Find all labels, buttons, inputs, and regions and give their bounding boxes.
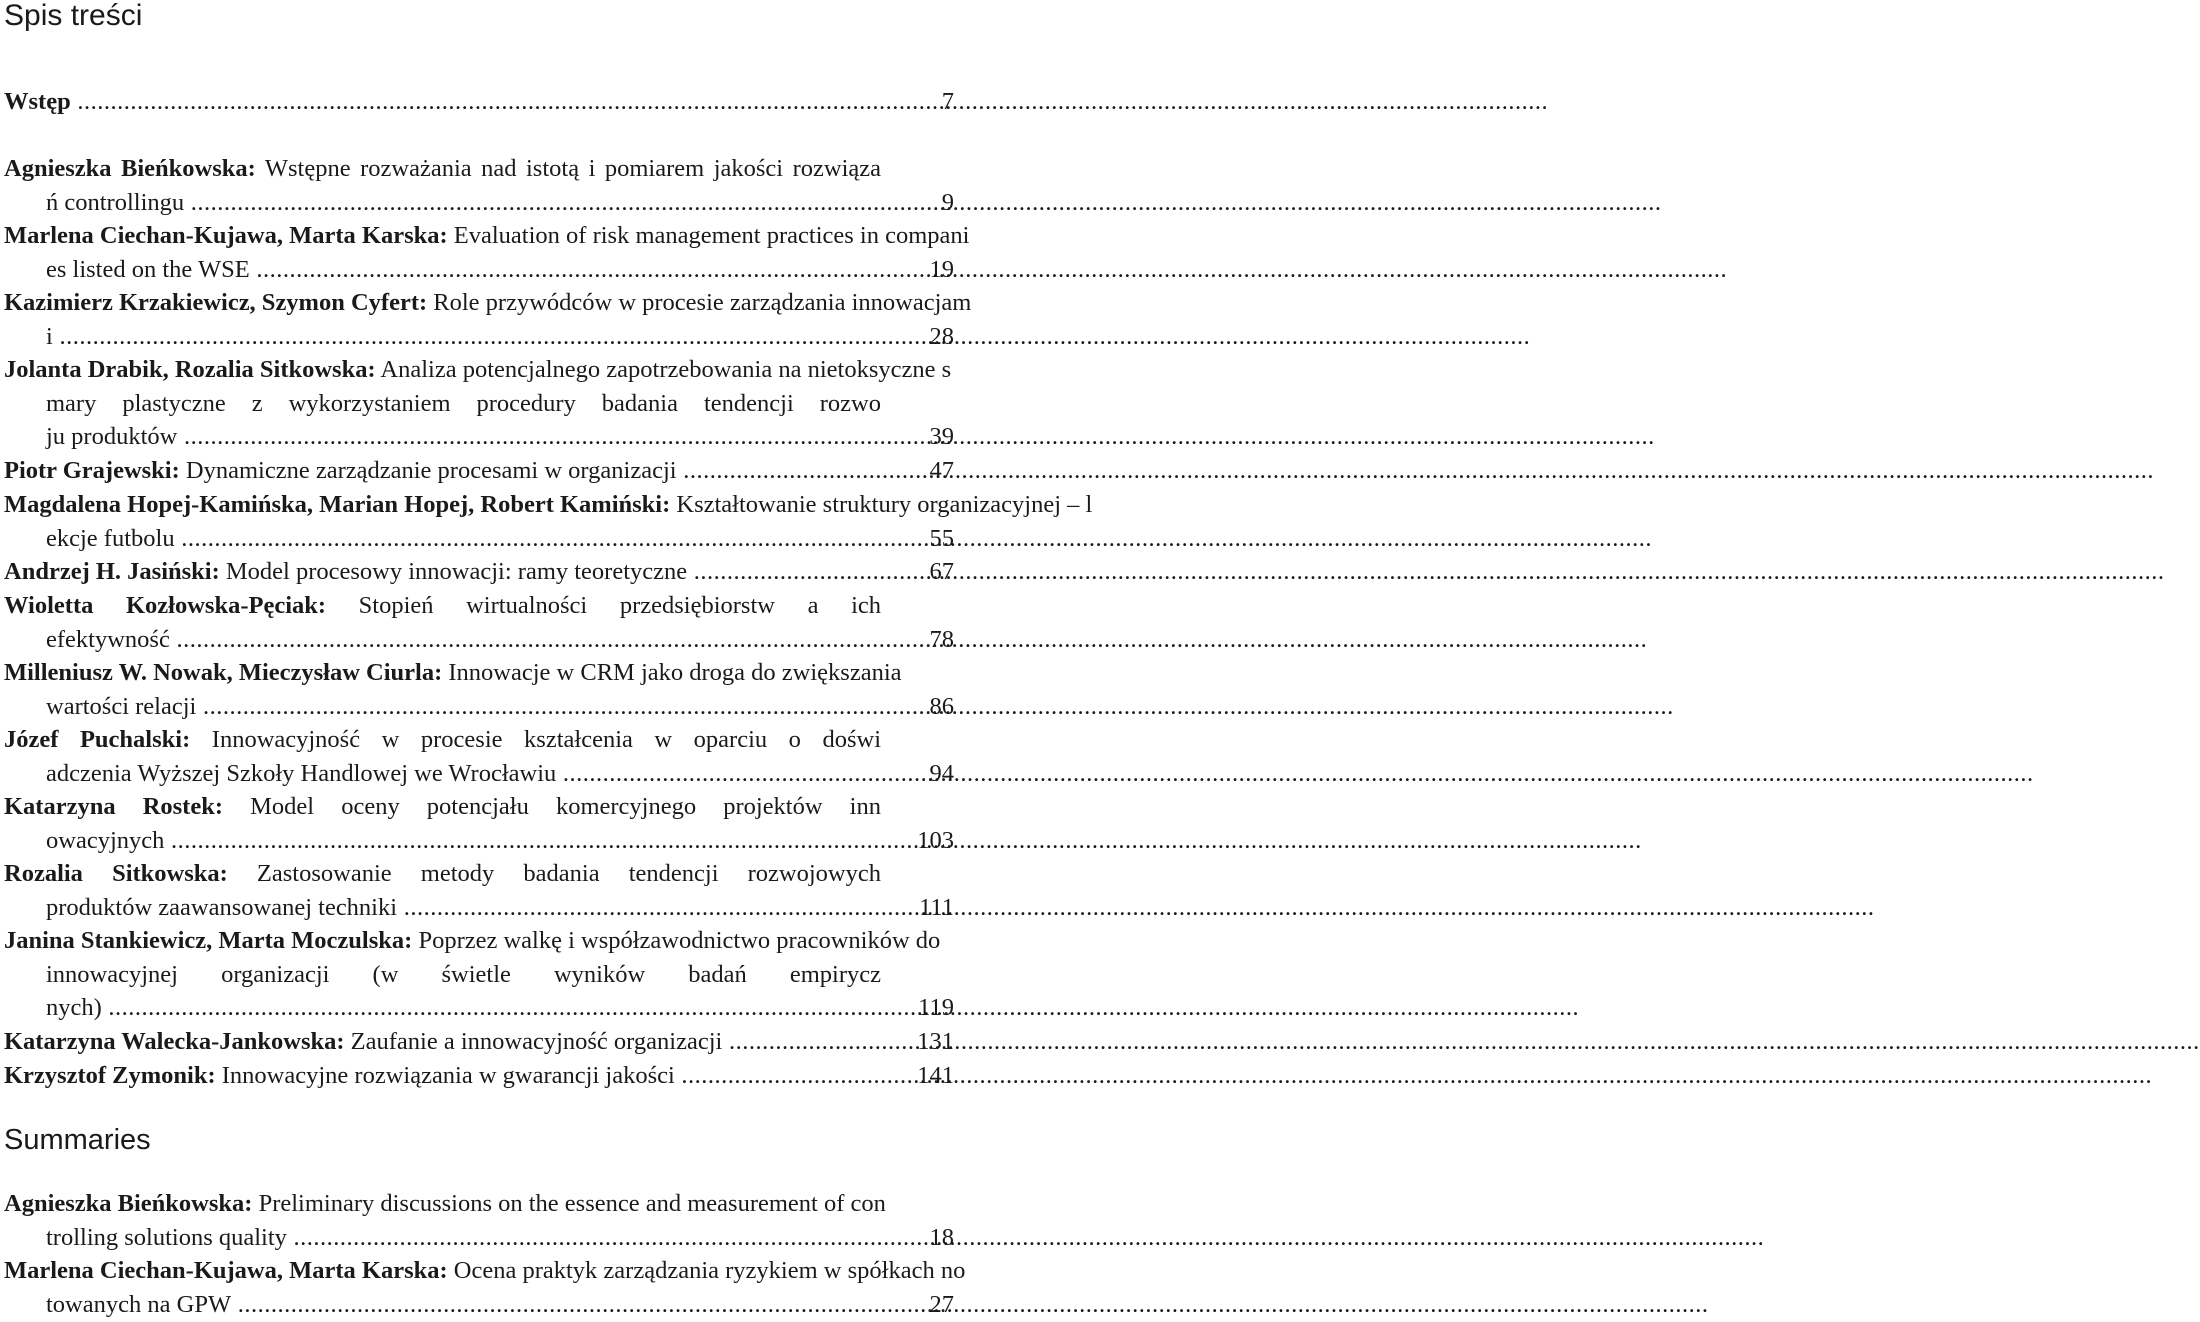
entry-authors: Katarzyna Rostek: (4, 793, 223, 820)
toc-entry-line: ekcje futbolu ..... (46, 522, 881, 556)
entry-authors: Milleniusz W. Nowak, Mieczysław Ciurla: (4, 659, 443, 686)
summary-entry-line: Agnieszka Bieńkowska: Preliminary discussions on the essence and measurement of con (4, 1190, 886, 1217)
toc-entry-line: ju produktów ..... (46, 420, 881, 454)
table-of-contents-page (0, 0, 1093, 1318)
entry-page-number: 94 (929, 759, 954, 787)
toc-entry-line: innowacyjnej organizacji (w świetle wyników badań empirycz (46, 960, 881, 988)
entry-authors: Andrzej H. Jasiński: (4, 558, 220, 585)
entry-page-number: 119 (918, 994, 954, 1022)
toc-entry-line: nych) ..... (46, 991, 881, 1025)
entry-page-number: 27 (929, 1290, 954, 1318)
entry-page-number: 131 (917, 1028, 954, 1055)
toc-entry-line: owacyjnych ..... (46, 824, 881, 858)
entry-page-number: 78 (929, 625, 954, 653)
entry-page-number: 7 (941, 88, 954, 115)
toc-entry-line: Milleniusz W. Nowak, Mieczysław Ciurla: Innowacje w CRM jako droga do zwiększania (4, 659, 902, 686)
toc-entry-line: produktów zaawansowanej techniki ..... (46, 891, 881, 925)
entry-authors: Agnieszka Bieńkowska: (4, 1190, 253, 1217)
toc-entry-line: Magdalena Hopej-Kamińska, Marian Hopej, Robert Kamiński: Kształtowanie struktury organizacyjnej – l (4, 491, 1093, 518)
entry-page-number: 39 (929, 423, 954, 451)
entry-page-number: 55 (929, 524, 954, 552)
toc-entry-line: mary plastyczne z wykorzystaniem procedury badania tendencji rozwo (46, 389, 881, 417)
toc-entry-line: Andrzej H. Jasiński: Model procesowy innowacji: ramy teoretyczne ..... (4, 555, 881, 589)
toc-entry-line: i ..... (46, 320, 881, 354)
entry-authors: Marlena Ciechan-Kujawa, Marta Karska: (4, 1257, 448, 1284)
toc-entry-line: Kazimierz Krzakiewicz, Szymon Cyfert: Role przywódców w procesie zarządzania innowacjam (4, 289, 972, 316)
entry-page-number: 9 (941, 188, 954, 216)
summary-entry-line: Marlena Ciechan-Kujawa, Marta Karska: Ocena praktyk zarządzania ryzykiem w spółkach no (4, 1257, 966, 1284)
entry-authors: Jolanta Drabik, Rozalia Sitkowska: (4, 356, 376, 383)
toc-entry-line: Rozalia Sitkowska: Zastosowanie metody badania tendencji rozwojowych (4, 860, 881, 887)
entry-page-number: 103 (917, 826, 954, 854)
entry-authors: Katarzyna Walecka-Jankowska: (4, 1028, 345, 1055)
toc-entry-line: wartości relacji ..... (46, 690, 881, 724)
entry-authors: Wioletta Kozłowska-Pęciak: (4, 592, 327, 619)
entry-page-number: 28 (929, 322, 954, 350)
toc-entry-line: Janina Stankiewicz, Marta Moczulska: Poprzez walkę i współzawodnictwo pracowników do (4, 927, 941, 954)
entry-page-number: 19 (929, 255, 954, 283)
entry-page-number: 18 (929, 1223, 954, 1251)
toc-entry-line: Wioletta Kozłowska-Pęciak: Stopień wirtualności przedsiębiorstw a ich (4, 592, 881, 619)
entry-page-number: 86 (929, 692, 954, 720)
toc-entry-line: adczenia Wyższej Szkoły Handlowej we Wrocławiu ..... (46, 757, 881, 791)
toc-entry-line: Katarzyna Walecka-Jankowska: Zaufanie a innowacyjność organizacji ..... (4, 1025, 881, 1059)
entry-page-number: 111 (919, 893, 954, 921)
summary-entry-line: towanych na GPW ..... (46, 1288, 881, 1322)
toc-entry-line: Agnieszka Bieńkowska: Wstępne rozważania nad istotą i pomiarem jakości rozwiąza (4, 155, 881, 182)
entry-authors: Piotr Grajewski: (4, 457, 180, 484)
entry-authors: Krzysztof Zymonik: (4, 1062, 216, 1089)
summary-entry-line: trolling solutions quality ..... (46, 1221, 881, 1255)
entry-authors: Rozalia Sitkowska: (4, 860, 228, 887)
toc-entry-line: es listed on the WSE ..... (46, 253, 881, 287)
entry-authors: Marlena Ciechan-Kujawa, Marta Karska: (4, 222, 448, 249)
entry-authors: Kazimierz Krzakiewicz, Szymon Cyfert: (4, 289, 428, 316)
toc-entry-line: Marlena Ciechan-Kujawa, Marta Karska: Evaluation of risk management practices in compani (4, 222, 970, 249)
entry-authors: Janina Stankiewicz, Marta Moczulska: (4, 927, 413, 954)
toc-entry-line: Krzysztof Zymonik: Innowacyjne rozwiązania w gwarancji jakości ..... (4, 1059, 881, 1093)
toc-entry-line: Piotr Grajewski: Dynamiczne zarządzanie procesami w organizacji ..... (4, 454, 881, 488)
toc-entry-line: Józef Puchalski: Innowacyjność w procesie kształcenia w oparciu o doświ (4, 726, 881, 753)
entry-authors: Wstęp (4, 88, 71, 115)
entry-authors: Agnieszka Bieńkowska: (4, 155, 256, 182)
summaries-heading: Summaries (4, 1124, 151, 1156)
entry-page-number: 67 (929, 558, 954, 585)
toc-entry-line: Jolanta Drabik, Rozalia Sitkowska: Analiza potencjalnego zapotrzebowania na nietoksyczne s (4, 356, 952, 383)
toc-entry-line: ń controllingu ..... (46, 186, 881, 220)
page-title: Spis treści (4, 0, 143, 32)
entry-authors: Magdalena Hopej-Kamińska, Marian Hopej, Robert Kamiński: (4, 491, 671, 518)
entry-page-number: 47 (929, 457, 954, 484)
toc-entry-line (4, 85, 881, 119)
toc-entry-line: efektywność ..... (46, 623, 881, 657)
entry-authors: Józef Puchalski: (4, 726, 191, 753)
toc-entry-line: Katarzyna Rostek: Model oceny potencjału komercyjnego projektów inn (4, 793, 881, 820)
entry-page-number: 141 (917, 1062, 954, 1089)
